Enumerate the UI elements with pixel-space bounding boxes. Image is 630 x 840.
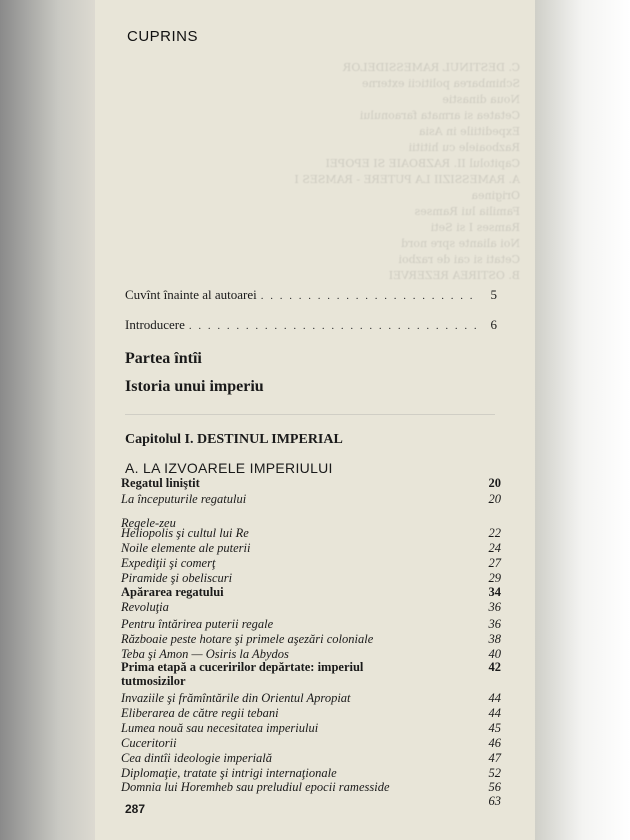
bleed-through-text: C. DESTINUL RAMESSIDELOR Schimbarea politicii externe Noua dinastie Cetatea si armata faraonului Expeditiile in Asia Razboaiele cu hititii Capitolul II. RAZBOAIE SI EPOPEI A. RAMESSIZII LA PUTERE - RAMSES I Originea Familia lui Ramses Ramses I si Seti Noi aliante spre nord Cetati si cai de razboi B. OSTIREA REZERVEI [294, 61, 520, 282]
toc-entry: La începuturile regatului 20 [121, 492, 501, 506]
toc-entry: Cea dintîi ideologie imperială 47 [121, 751, 501, 765]
toc-front-item: Introducere . . . 6 [125, 317, 497, 333]
part-subtitle: Istoria unui imperiu [125, 378, 264, 395]
toc-entry: Apărarea regatului 34 [121, 585, 501, 599]
toc-entry: 63 [488, 794, 501, 808]
book-page [95, 0, 535, 840]
toc-entry: Invaziile şi frămîntările din Orientul Apropiat 44 [121, 691, 501, 705]
toc-entry: Regele-zeu [121, 516, 176, 530]
toc-entry: Eliberarea de către regii tebani 44 [121, 706, 501, 720]
section-title: A. LA IZVOARELE IMPERIULUI [125, 460, 333, 476]
toc-entry: Heliopolis şi cultul lui Re 22 [121, 526, 501, 540]
toc-entry: Lumea nouă sau necesitatea imperiului 45 [121, 721, 501, 735]
toc-entry: tutmosizilor [121, 674, 186, 688]
toc-entry: Revoluţia 36 [121, 600, 501, 614]
toc-entry: Cuceritorii 46 [121, 736, 501, 750]
toc-entry: Domnia lui Horemheb sau preludiul epocii ramesside 56 [121, 780, 501, 794]
toc-entry: Noile elemente ale puterii 24 [121, 541, 501, 555]
part-title: Partea întîi [125, 350, 202, 367]
toc-entry: Teba şi Amon — Osiris la Abydos 40 [121, 647, 501, 661]
book-gutter [0, 0, 98, 840]
divider [125, 414, 495, 415]
toc-entry: Regatul liniştit 20 [121, 476, 501, 490]
page-number: 287 [125, 802, 146, 816]
toc-front-item: Cuvînt înainte al autoarei . . . 5 [125, 287, 497, 303]
toc-entry: Prima etapă a cuceririlor depărtate: imperiul 42 [121, 660, 501, 674]
toc-entry: Pentru întărirea puterii regale 36 [121, 617, 501, 631]
page-heading: CUPRINS [127, 28, 199, 45]
toc-entry: Expediţii şi comerţ 27 [121, 556, 501, 570]
chapter-title: Capitolul I. DESTINUL IMPERIAL [125, 432, 343, 447]
background-right [535, 0, 630, 840]
toc-entry: Diplomaţie, tratate şi intrigi internaţionale 52 [121, 766, 501, 780]
toc-entry: Piramide şi obeliscuri 29 [121, 571, 501, 585]
toc-entry: Războaie peste hotare şi primele aşezări coloniale 38 [121, 632, 501, 646]
